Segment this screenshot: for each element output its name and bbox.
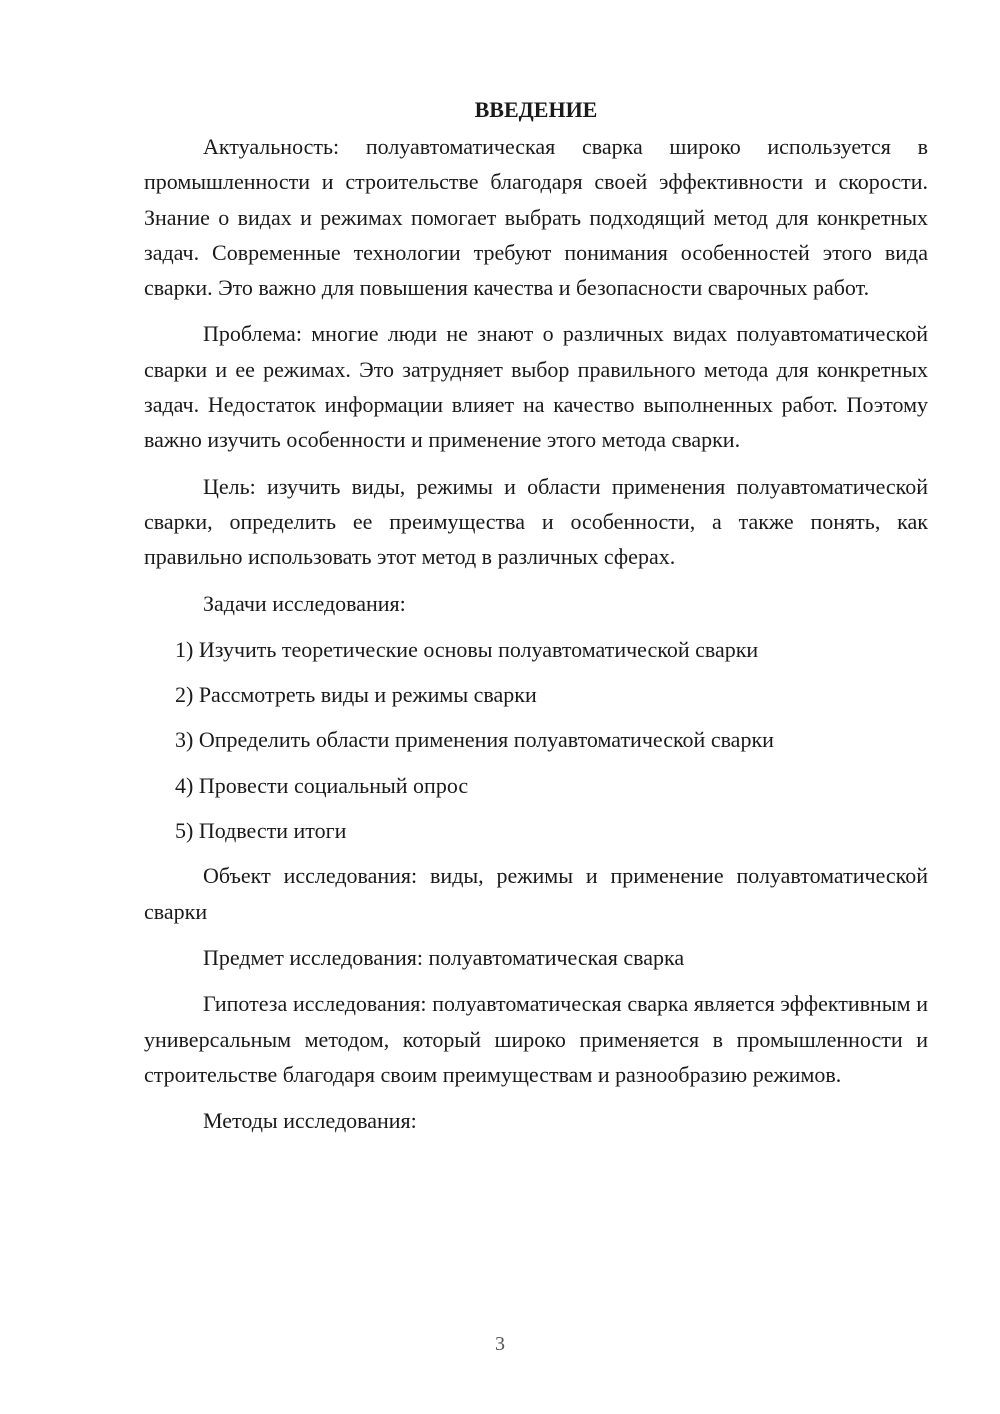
list-item: 3) Определить области применения полуавтоматической сварки [175,727,774,753]
paragraph-problem: Проблема: многие люди не знают о различных видах полуавтоматической сварки и ее режимах. Это затрудняет выбор правильного метода для конкретных задач. Недостаток информации влияет на качество выполненных работ. Поэтому важно изучить особенности и применение этого метода сварки. [144,321,928,453]
tasks-heading: Задачи исследования: [203,590,406,616]
paragraph-relevance: Актуальность: полуавтоматическая сварка широко используется в промышленности и строительстве благодаря своей эффективности и скорости. Знание о видах и режимах помогает выбрать подходящий метод для конкретных задач. Современные технологии требуют понимания особенностей этого вида сварки. Это важно для повышения качества и безопасности сварочных работ. [144,134,928,301]
paragraph-subject: Предмет исследования: полуавтоматическая сварка [203,944,685,970]
paragraph-object: Объект исследования: виды, режимы и применение полуавтоматической сварки [144,863,928,924]
page-number: 3 [495,1333,505,1355]
list-item: 2) Рассмотреть виды и режимы сварки [175,682,537,708]
list-item: 4) Провести социальный опрос [175,772,469,798]
document-page [144,92,928,1149]
paragraph-hypothesis: Гипотеза исследования: полуавтоматическая сварка является эффективным и универсальным методом, который широко применяется в промышленности и строительстве благодаря своим преимуществам и разнообразию режимов. [144,991,928,1087]
tasks-list [144,632,928,848]
paragraph-goal: Цель: изучить виды, режимы и области применения полуавтоматической сварки, определить ее преимущества и особенности, а также понять, как правильно использовать этот метод в различных сферах. [144,473,928,570]
page-title: ВВЕДЕНИЕ [474,97,598,122]
list-item: 5) Подвести итоги [175,818,347,844]
list-item: 1) Изучить теоретические основы полуавтоматической сварки [175,636,759,662]
methods-heading: Методы исследования: [203,1108,417,1134]
